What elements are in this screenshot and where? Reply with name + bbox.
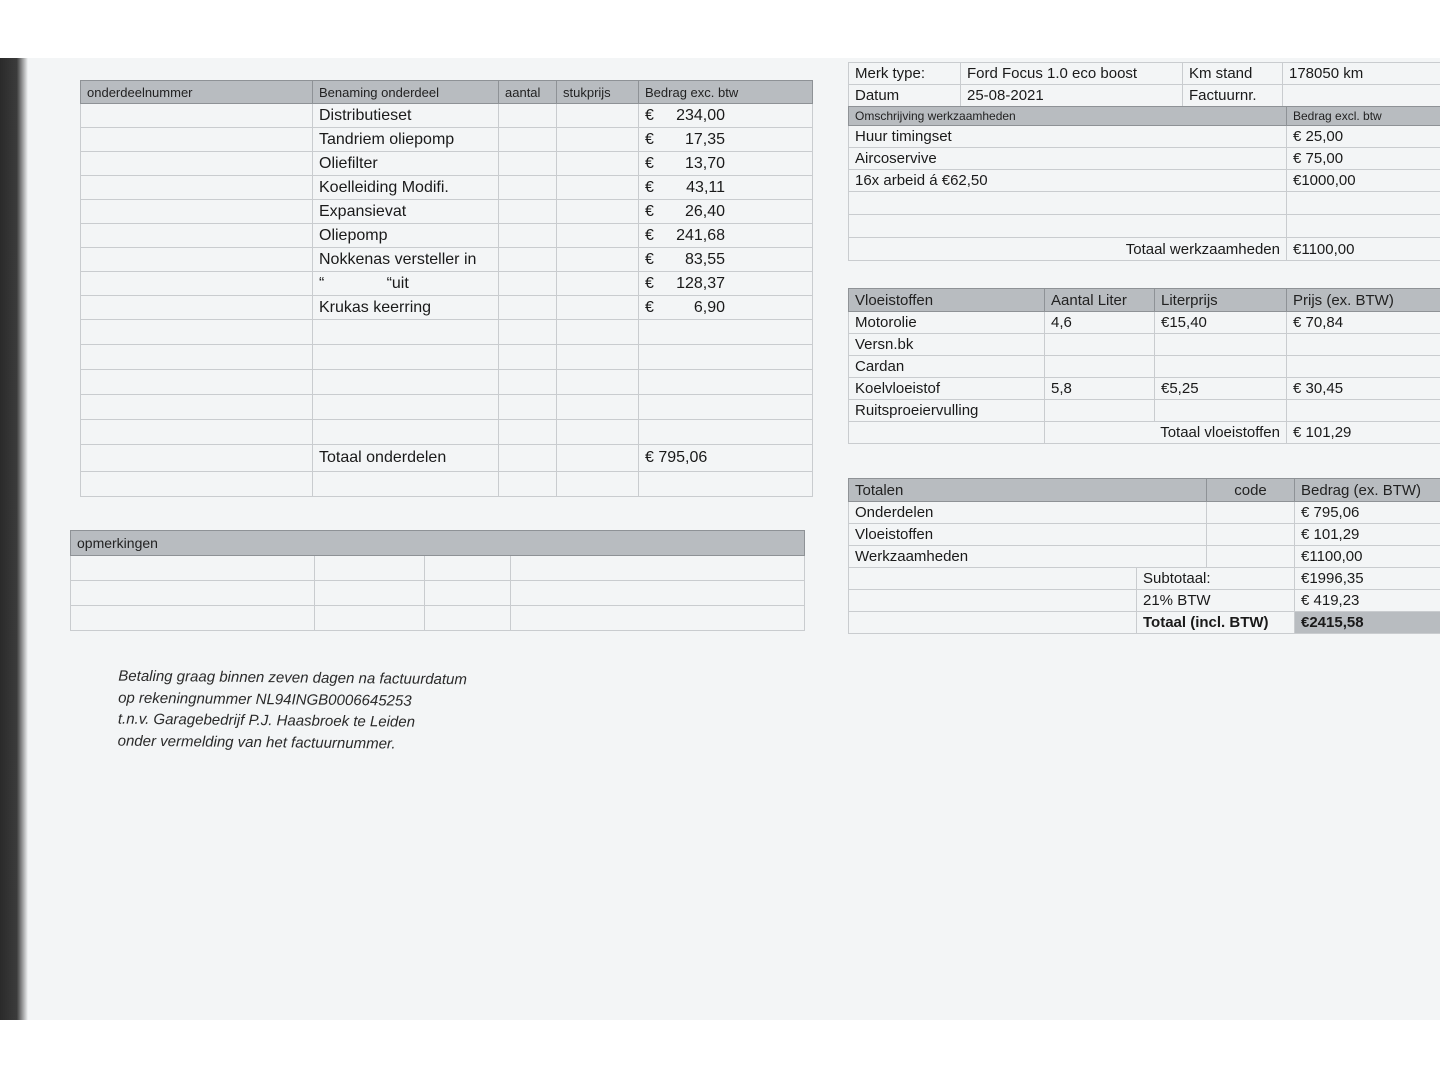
datum-value: 25-08-2021 bbox=[961, 85, 1183, 107]
fluids-table bbox=[848, 288, 1440, 444]
remarks-header: opmerkingen bbox=[71, 531, 805, 556]
work-table bbox=[848, 106, 1440, 261]
fluid-total: € 70,84 bbox=[1287, 312, 1440, 334]
work-amount: € 25,00 bbox=[1287, 126, 1440, 148]
table-row bbox=[849, 546, 1440, 568]
vat-row bbox=[849, 590, 1440, 612]
table-row bbox=[849, 524, 1440, 546]
table-row bbox=[849, 148, 1440, 170]
table-row bbox=[849, 400, 1440, 422]
part-amount: € 17,35 bbox=[639, 128, 813, 152]
part-name: Nokkenas versteller in bbox=[313, 248, 499, 272]
part-amount: € 13,70 bbox=[639, 152, 813, 176]
fluid-liters: 4,6 bbox=[1045, 312, 1155, 334]
table-row bbox=[849, 215, 1440, 238]
work-description: Aircoservive bbox=[849, 148, 1287, 170]
part-name: Expansievat bbox=[313, 200, 499, 224]
table-row bbox=[81, 370, 813, 395]
factuur-value bbox=[1283, 85, 1440, 107]
table-row bbox=[849, 170, 1440, 192]
parts-total-label: Totaal onderdelen bbox=[313, 445, 499, 472]
table-row bbox=[81, 200, 813, 224]
totals-label: Vloeistoffen bbox=[849, 524, 1207, 546]
totals-amount: € 101,29 bbox=[1295, 524, 1440, 546]
col-fluid-name: Vloeistoffen bbox=[849, 289, 1045, 312]
table-row bbox=[81, 152, 813, 176]
fluid-price bbox=[1155, 334, 1287, 356]
vat-label: 21% BTW bbox=[1137, 590, 1295, 612]
fluid-total bbox=[1287, 334, 1440, 356]
vehicle-info-table bbox=[848, 62, 1440, 107]
fluid-name: Koelvloeistof bbox=[849, 378, 1045, 400]
fluids-header-row bbox=[849, 289, 1440, 312]
col-quantity: aantal bbox=[499, 81, 557, 104]
work-total-row bbox=[849, 238, 1440, 261]
table-row bbox=[81, 320, 813, 345]
work-description: 16x arbeid á €62,50 bbox=[849, 170, 1287, 192]
col-totals-code: code bbox=[1207, 479, 1295, 502]
parts-total-value: € 795,06 bbox=[639, 445, 813, 472]
background-band bbox=[0, 1020, 1440, 1080]
vat-value: € 419,23 bbox=[1295, 590, 1440, 612]
table-row bbox=[81, 395, 813, 420]
payment-line: Betaling graag binnen zeven dagen na factuurdatum bbox=[118, 667, 468, 689]
subtotal-value: €1996,35 bbox=[1295, 568, 1440, 590]
table-row bbox=[849, 85, 1440, 107]
part-amount: € 234,00 bbox=[639, 104, 813, 128]
table-row bbox=[81, 248, 813, 272]
km-value: 178050 km bbox=[1283, 63, 1440, 85]
totals-amount: € 795,06 bbox=[1295, 502, 1440, 524]
fluids-total-row bbox=[849, 422, 1440, 444]
fluid-name: Ruitsproeiervulling bbox=[849, 400, 1045, 422]
table-row bbox=[849, 312, 1440, 334]
fluids-total-value: € 101,29 bbox=[1287, 422, 1440, 444]
table-row bbox=[81, 104, 813, 128]
table-row bbox=[71, 606, 805, 631]
col-totals-label: Totalen bbox=[849, 479, 1207, 502]
col-fluid-total: Prijs (ex. BTW) bbox=[1287, 289, 1440, 312]
part-amount: € 128,37 bbox=[639, 272, 813, 296]
payment-line: onder vermelding van het factuurnummer. bbox=[117, 732, 396, 752]
parts-table bbox=[80, 80, 813, 497]
grand-total-label: Totaal (incl. BTW) bbox=[1137, 612, 1295, 634]
fluid-price bbox=[1155, 356, 1287, 378]
payment-line: op rekeningnummer NL94INGB0006645253 bbox=[118, 689, 412, 710]
col-part-number: onderdeelnummer bbox=[81, 81, 313, 104]
table-row bbox=[81, 472, 813, 497]
table-row bbox=[849, 334, 1440, 356]
merk-value: Ford Focus 1.0 eco boost bbox=[961, 63, 1183, 85]
part-name: Tandriem oliepomp bbox=[313, 128, 499, 152]
part-name: Distributieset bbox=[313, 104, 499, 128]
fluid-name: Motorolie bbox=[849, 312, 1045, 334]
fluid-total bbox=[1287, 400, 1440, 422]
fluid-liters bbox=[1045, 356, 1155, 378]
remarks-table bbox=[70, 530, 805, 631]
part-amount: € 43,11 bbox=[639, 176, 813, 200]
grand-total-value: €2415,58 bbox=[1295, 612, 1440, 634]
paper-edge-shadow bbox=[0, 58, 28, 1020]
totals-label: Onderdelen bbox=[849, 502, 1207, 524]
table-row bbox=[81, 345, 813, 370]
work-description: Huur timingset bbox=[849, 126, 1287, 148]
payment-instructions bbox=[118, 666, 579, 757]
table-row bbox=[849, 192, 1440, 215]
subtotal-label: Subtotaal: bbox=[1137, 568, 1295, 590]
subtotal-row bbox=[849, 568, 1440, 590]
datum-label: Datum bbox=[849, 85, 961, 107]
fluid-price: €5,25 bbox=[1155, 378, 1287, 400]
merk-label: Merk type: bbox=[849, 63, 961, 85]
part-name: Koelleiding Modifi. bbox=[313, 176, 499, 200]
col-part-name: Benaming onderdeel bbox=[313, 81, 499, 104]
part-name: Oliefilter bbox=[313, 152, 499, 176]
part-amount: € 26,40 bbox=[639, 200, 813, 224]
col-fluid-price: Literprijs bbox=[1155, 289, 1287, 312]
totals-label: Werkzaamheden bbox=[849, 546, 1207, 568]
work-amount: € 75,00 bbox=[1287, 148, 1440, 170]
part-amount: € 83,55 bbox=[639, 248, 813, 272]
table-row bbox=[849, 502, 1440, 524]
table-row bbox=[81, 128, 813, 152]
fluid-name: Versn.bk bbox=[849, 334, 1045, 356]
table-row bbox=[81, 296, 813, 320]
part-amount: € 241,68 bbox=[639, 224, 813, 248]
fluid-liters bbox=[1045, 334, 1155, 356]
parts-total-row bbox=[81, 445, 813, 472]
part-name: Oliepomp bbox=[313, 224, 499, 248]
col-unit-price: stukprijs bbox=[557, 81, 639, 104]
col-work-amount: Bedrag excl. btw bbox=[1287, 107, 1440, 126]
totals-header-row bbox=[849, 479, 1440, 502]
factuur-label: Factuurnr. bbox=[1183, 85, 1283, 107]
totals-table bbox=[848, 478, 1440, 634]
parts-header-row bbox=[81, 81, 813, 104]
fluid-price: €15,40 bbox=[1155, 312, 1287, 334]
fluid-total bbox=[1287, 356, 1440, 378]
totals-amount: €1100,00 bbox=[1295, 546, 1440, 568]
table-row bbox=[849, 126, 1440, 148]
table-row bbox=[81, 420, 813, 445]
grand-total-row bbox=[849, 612, 1440, 634]
fluid-name: Cardan bbox=[849, 356, 1045, 378]
fluid-price bbox=[1155, 400, 1287, 422]
part-amount: € 6,90 bbox=[639, 296, 813, 320]
table-row bbox=[849, 63, 1440, 85]
fluid-liters bbox=[1045, 400, 1155, 422]
fluid-liters: 5,8 bbox=[1045, 378, 1155, 400]
fluid-total: € 30,45 bbox=[1287, 378, 1440, 400]
col-work-description: Omschrijving werkzaamheden bbox=[849, 107, 1287, 126]
work-total-label: Totaal werkzaamheden bbox=[849, 238, 1287, 261]
col-fluid-liters: Aantal Liter bbox=[1045, 289, 1155, 312]
work-header-row bbox=[849, 107, 1440, 126]
work-total-value: €1100,00 bbox=[1287, 238, 1440, 261]
table-row bbox=[71, 556, 805, 581]
work-amount: €1000,00 bbox=[1287, 170, 1440, 192]
part-name: Krukas keerring bbox=[313, 296, 499, 320]
table-row bbox=[849, 378, 1440, 400]
fluids-total-label: Totaal vloeistoffen bbox=[1045, 422, 1287, 444]
table-row bbox=[81, 272, 813, 296]
km-label: Km stand bbox=[1183, 63, 1283, 85]
part-name: “ “uit bbox=[313, 272, 499, 296]
payment-line: t.n.v. Garagebedrijf P.J. Haasbroek te Leiden bbox=[117, 710, 416, 731]
col-totals-amount: Bedrag (ex. BTW) bbox=[1295, 479, 1440, 502]
table-row bbox=[81, 224, 813, 248]
col-amount: Bedrag exc. btw bbox=[639, 81, 813, 104]
table-row bbox=[71, 581, 805, 606]
table-row bbox=[849, 356, 1440, 378]
table-row bbox=[81, 176, 813, 200]
